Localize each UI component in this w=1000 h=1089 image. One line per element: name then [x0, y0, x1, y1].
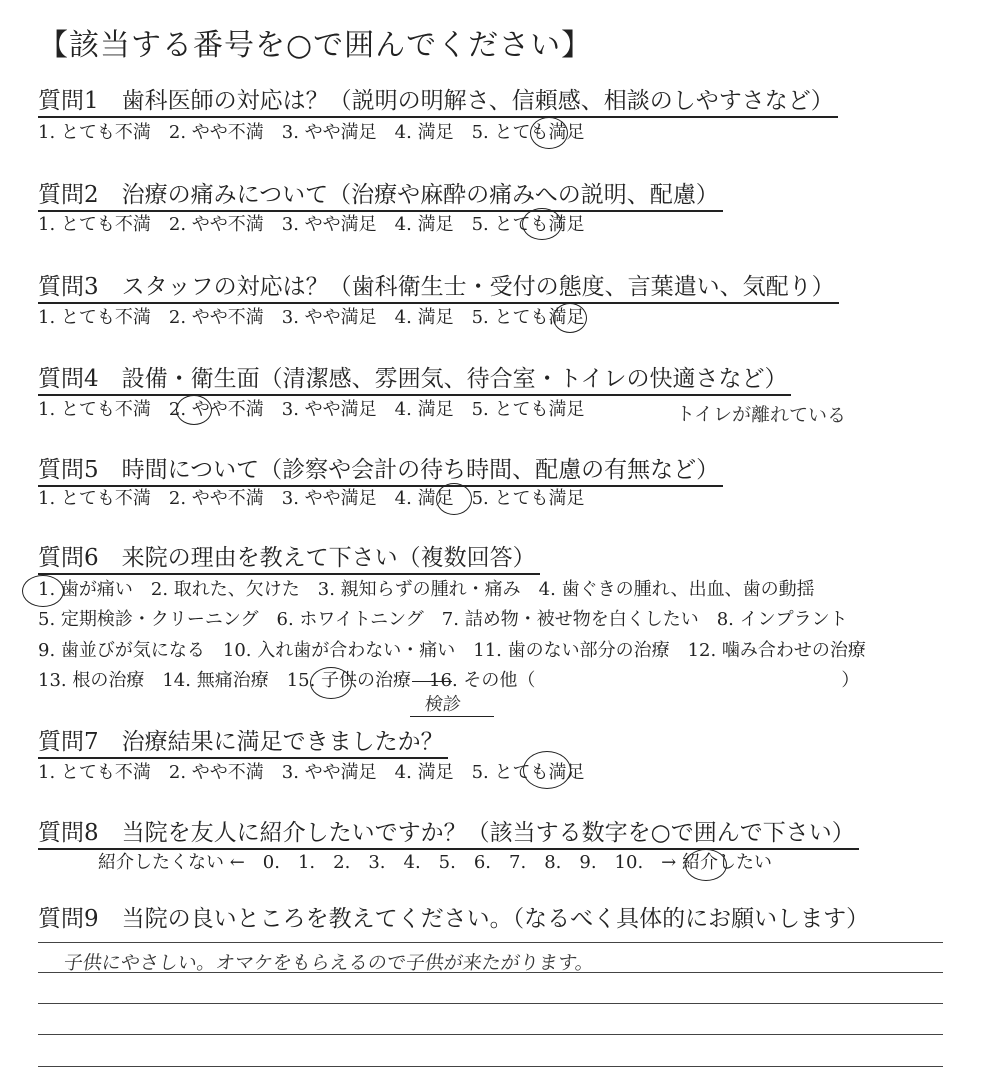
- question-4-handwritten-note: トイレが離れている: [675, 403, 847, 427]
- question-4-heading: 質問4 設備・衛生面（清潔感、雰囲気、待合室・トイレの快適さなど）: [38, 364, 791, 396]
- answer-rule-2: [38, 972, 943, 973]
- question-6-line-2: 5. 定期検診・クリーニング 6. ホワイトニング 7. 詰め物・被せ物を白くしたい 8. インプラント: [38, 609, 848, 630]
- question-4-options: 1. とても不満 2. やや不満 3. やや満足 4. 満足 5. とても満足: [38, 399, 585, 420]
- question-2-selected-circle[interactable]: [522, 208, 562, 240]
- question-1-selected-circle[interactable]: [530, 117, 568, 149]
- question-9-heading: 質問9 当院の良いところを教えてください。（なるべく具体的にお願いします）: [38, 906, 870, 932]
- question-6-handwritten-correction: 検診: [423, 694, 463, 715]
- question-2-options: 1. とても不満 2. やや不満 3. やや満足 4. 満足 5. とても満足: [38, 214, 585, 235]
- question-3-heading: 質問3 スタッフの対応は？（歯科衛生士・受付の態度、言葉遣い、気配り）: [38, 272, 839, 304]
- question-1-options: 1. とても不満 2. やや不満 3. やや満足 4. 満足 5. とても満足: [38, 122, 585, 143]
- answer-rule-1: [38, 942, 943, 943]
- question-3-selected-circle[interactable]: [553, 303, 587, 333]
- question-4-selected-circle[interactable]: [176, 395, 212, 425]
- question-6-line-3: 9. 歯並びが気になる 10. 入れ歯が合わない・痛い 11. 歯のない部分の治療 12. 噛み合わせの治療: [38, 640, 866, 661]
- question-8-scale: 紹介したくない ← 0. 1. 2. 3. 4. 5. 6. 7. 8. 9. 10. → 紹介したい: [98, 852, 772, 873]
- question-8-heading: 質問8 当院を友人に紹介したいですか？（該当する数字を○で囲んで下さい）: [38, 818, 859, 850]
- form-title: 【該当する番号を○で囲んでください】: [38, 28, 593, 63]
- question-9-handwritten-answer: 子供にやさしい。オマケをもらえるので子供が来たがります。: [62, 952, 596, 974]
- question-6-selected-circle-1[interactable]: [22, 575, 64, 607]
- question-1-heading: 質問1 歯科医師の対応は？（説明の明解さ、信頼感、相談のしやすさなど）: [38, 86, 838, 118]
- question-8-selected-circle[interactable]: [685, 849, 727, 881]
- question-5-options: 1. とても不満 2. やや不満 3. やや満足 4. 満足 5. とても満足: [38, 488, 585, 509]
- question-6-line-1: 1. 歯が痛い 2. 取れた、欠けた 3. 親知らずの腫れ・痛み 4. 歯ぐきの腫れ、出血、歯の動揺: [38, 579, 815, 600]
- question-6-selected-circle-15[interactable]: [310, 667, 352, 699]
- question-2-heading: 質問2 治療の痛みについて（治療や麻酔の痛みへの説明、配慮）: [38, 180, 723, 212]
- question-6-strikethrough: [412, 681, 452, 682]
- question-3-options: 1. とても不満 2. やや不満 3. やや満足 4. 満足 5. とても満足: [38, 307, 585, 328]
- question-7-options: 1. とても不満 2. やや不満 3. やや満足 4. 満足 5. とても満足: [38, 762, 585, 783]
- answer-rule-5: [38, 1066, 943, 1067]
- question-5-selected-circle[interactable]: [436, 483, 472, 515]
- question-6-heading: 質問6 来院の理由を教えて下さい（複数回答）: [38, 543, 540, 575]
- question-5-heading: 質問5 時間について（診察や会計の待ち時間、配慮の有無など）: [38, 455, 723, 487]
- answer-rule-4: [38, 1034, 943, 1035]
- question-6-correction-underline: [410, 716, 494, 717]
- question-7-heading: 質問7 治療結果に満足できましたか？: [38, 727, 448, 759]
- question-7-selected-circle[interactable]: [523, 751, 571, 789]
- answer-rule-3: [38, 1003, 943, 1004]
- question-6-line-4: 13. 根の治療 14. 無痛治療 15. 子供の治療 16. その他（ ）: [38, 670, 860, 691]
